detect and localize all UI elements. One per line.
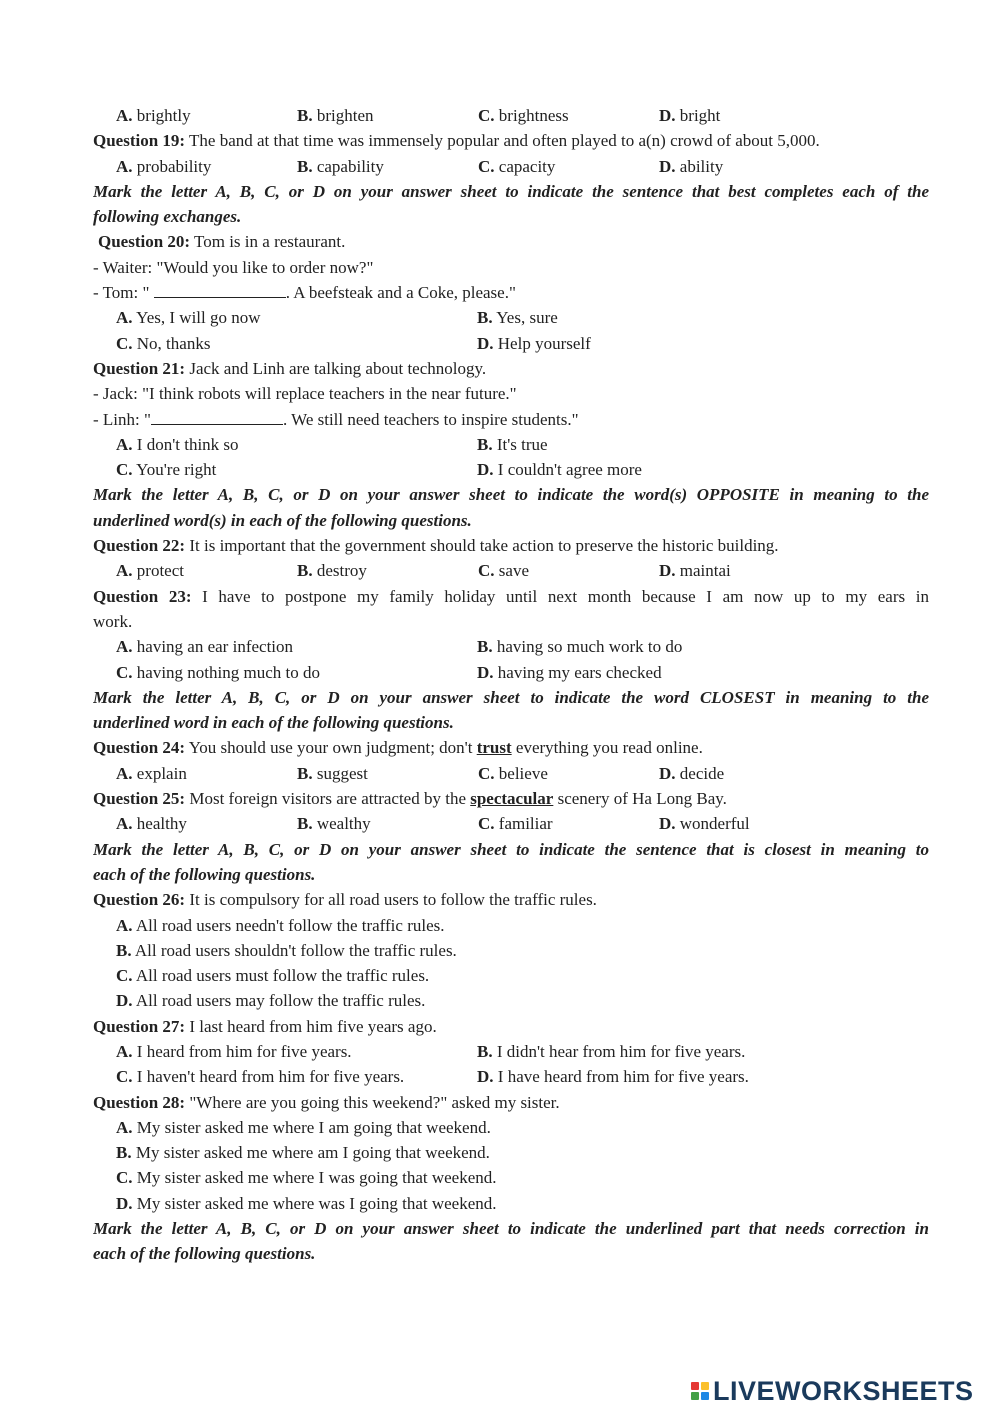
q20-tom-line: - Tom: " . A beefsteak and a Coke, please." [93,283,516,303]
q21-jack-line: - Jack: "I think robots will replace teachers in the near future." [93,384,517,404]
q27-options-row2 [93,1064,929,1089]
q19-option-a[interactable]: A. probability [116,156,212,176]
q19-option-b[interactable]: B. capability [297,156,384,176]
instruction-correction-line2: each of the following questions. [93,1244,316,1264]
q26-stem: Question 26: It is compulsory for all road users to follow the traffic rules. [93,890,597,910]
q20-options-row2 [93,331,929,356]
worksheet-page [93,103,929,1267]
instruction-closest-word-line2: underlined word in each of the following questions. [93,713,454,733]
q28-stem: Question 28: "Where are you going this weekend?" asked my sister. [93,1092,560,1112]
q19-option-d[interactable]: D. ability [659,156,724,176]
q18-option-d[interactable]: D. bright [659,106,721,125]
q28-option-b[interactable]: B. My sister asked me where am I going that weekend. [116,1143,490,1163]
q20-option-a[interactable]: A. Yes, I will go now [116,308,261,328]
q28-option-c[interactable]: C. My sister asked me where I was going that weekend. [116,1168,497,1188]
instruction-opposite-line2: underlined word(s) in each of the following questions. [93,510,472,530]
q27-option-c[interactable]: C. I haven't heard from him for five years. [116,1067,405,1087]
instruction-closest-sentence-line1: Mark the letter A, B, C, or D on your answer sheet to indicate the sentence that is closest in meaning to [93,839,929,859]
liveworksheets-logo [691,1373,974,1409]
q26-option-b[interactable]: B. All road users shouldn't follow the traffic rules. [116,940,457,960]
q27-option-b[interactable]: B. I didn't hear from him for five years. [477,1041,746,1061]
q20-option-b[interactable]: B. Yes, sure [477,308,558,328]
q21-linh-line: - Linh: " . We still need teachers to inspire students." [93,409,579,429]
logo-square-2 [701,1382,709,1390]
q21-option-a[interactable]: A. I don't think so [116,434,239,454]
q24-option-a[interactable]: A. explain [116,763,187,783]
q23-stem-line1: Question 23: I have to postpone my family holiday until next month because I am now up to my ears in [93,586,929,606]
q20-waiter-line: - Waiter: "Would you like to order now?" [93,257,374,277]
logo-square-3 [691,1392,699,1400]
q23-option-a[interactable]: A. having an ear infection [116,637,294,657]
q23-option-c[interactable]: C. having nothing much to do [116,662,320,682]
q24-options [93,761,929,786]
q22-option-a[interactable]: A. protect [116,561,184,581]
q23-options-row1 [93,634,929,659]
q26-option-a[interactable]: A. All road users needn't follow the traffic rules. [116,915,445,935]
q20-option-d[interactable]: D. Help yourself [477,333,591,353]
q25-option-d[interactable]: D. wonderful [659,814,750,834]
logo-square-1 [691,1382,699,1390]
q28-option-d[interactable]: D. My sister asked me where was I going that weekend. [116,1193,497,1213]
q25-option-a[interactable]: A. healthy [116,814,187,834]
q22-option-d[interactable]: D. maintai [659,561,731,581]
q21-answer-blank[interactable] [151,410,283,425]
q23-option-d[interactable]: D. having my ears checked [477,662,662,682]
q24-underlined-word: trust [476,738,512,758]
q24-stem: Question 24: You should use your own judgment; don't trust everything you read online. [93,738,703,758]
q24-option-d[interactable]: D. decide [659,763,725,783]
q18-option-a[interactable]: A. brightly [116,106,191,125]
q27-stem: Question 27: I last heard from him five years ago. [93,1016,437,1036]
instruction-exchanges-line1: Mark the letter A, B, C, or D on your answer sheet to indicate the sentence that best completes each of the [93,181,929,201]
q28-option-a[interactable]: A. My sister asked me where I am going that weekend. [116,1117,491,1137]
instruction-exchanges-line2: following exchanges. [93,207,242,227]
instruction-opposite-line1: Mark the letter A, B, C, or D on your answer sheet to indicate the word(s) OPPOSITE in meaning to the [93,485,929,505]
q21-option-c[interactable]: C. You're right [116,460,217,480]
q27-option-a[interactable]: A. I heard from him for five years. [116,1041,352,1061]
q19-stem: Question 19: The band at that time was immensely popular and often played to a(n) crowd of about 5,000. [93,131,820,151]
q22-option-b[interactable]: B. destroy [297,561,367,581]
liveworksheets-logo-icon [691,1382,709,1400]
instruction-closest-sentence-line2: each of the following questions. [93,864,316,884]
liveworksheets-logo-text: LIVEWORKSHEETS [713,1375,974,1406]
q19-options [93,154,929,179]
logo-square-4 [701,1392,709,1400]
q21-option-d[interactable]: D. I couldn't agree more [477,460,642,480]
q18-options [93,103,929,128]
q21-options-row2 [93,457,929,482]
q20-options-row1 [93,305,929,330]
q24-option-b[interactable]: B. suggest [297,763,368,783]
instruction-correction-line1: Mark the letter A, B, C, or D on your answer sheet to indicate the underlined part that needs correction in [93,1219,929,1239]
q19-option-c[interactable]: C. capacity [478,156,556,176]
q18-option-c[interactable]: C. brightness [478,106,569,125]
q25-underlined-word: spectacular [470,789,554,809]
q20-option-c[interactable]: C. No, thanks [116,333,211,353]
q25-options [93,811,929,836]
instruction-closest-word-line1: Mark the letter A, B, C, or D on your answer sheet to indicate the word CLOSEST in meaning to the [93,687,929,707]
q26-option-c[interactable]: C. All road users must follow the traffic rules. [116,966,430,986]
q25-stem: Question 25: Most foreign visitors are attracted by the spectacular scenery of Ha Long Bay. [93,789,727,809]
q22-options [93,558,929,583]
q27-option-d[interactable]: D. I have heard from him for five years. [477,1067,749,1087]
q20-stem: Question 20: Tom is in a restaurant. [98,232,346,252]
q24-option-c[interactable]: C. believe [478,763,548,783]
q21-options-row1 [93,432,929,457]
q27-options-row1 [93,1039,929,1064]
q21-stem: Question 21: Jack and Linh are talking about technology. [93,358,487,378]
q21-option-b[interactable]: B. It's true [477,434,548,454]
q26-option-d[interactable]: D. All road users may follow the traffic rules. [116,991,426,1011]
q25-option-b[interactable]: B. wealthy [297,814,371,834]
q23-options-row2 [93,660,929,685]
q25-option-c[interactable]: C. familiar [478,814,553,834]
q20-answer-blank[interactable] [154,283,286,298]
q23-stem-line2: work. [93,611,133,631]
q22-option-c[interactable]: C. save [478,561,529,581]
q18-option-b[interactable]: B. brighten [297,106,374,125]
q23-option-b[interactable]: B. having so much work to do [477,637,683,657]
q22-stem: Question 22: It is important that the government should take action to preserve the historic building. [93,536,779,556]
